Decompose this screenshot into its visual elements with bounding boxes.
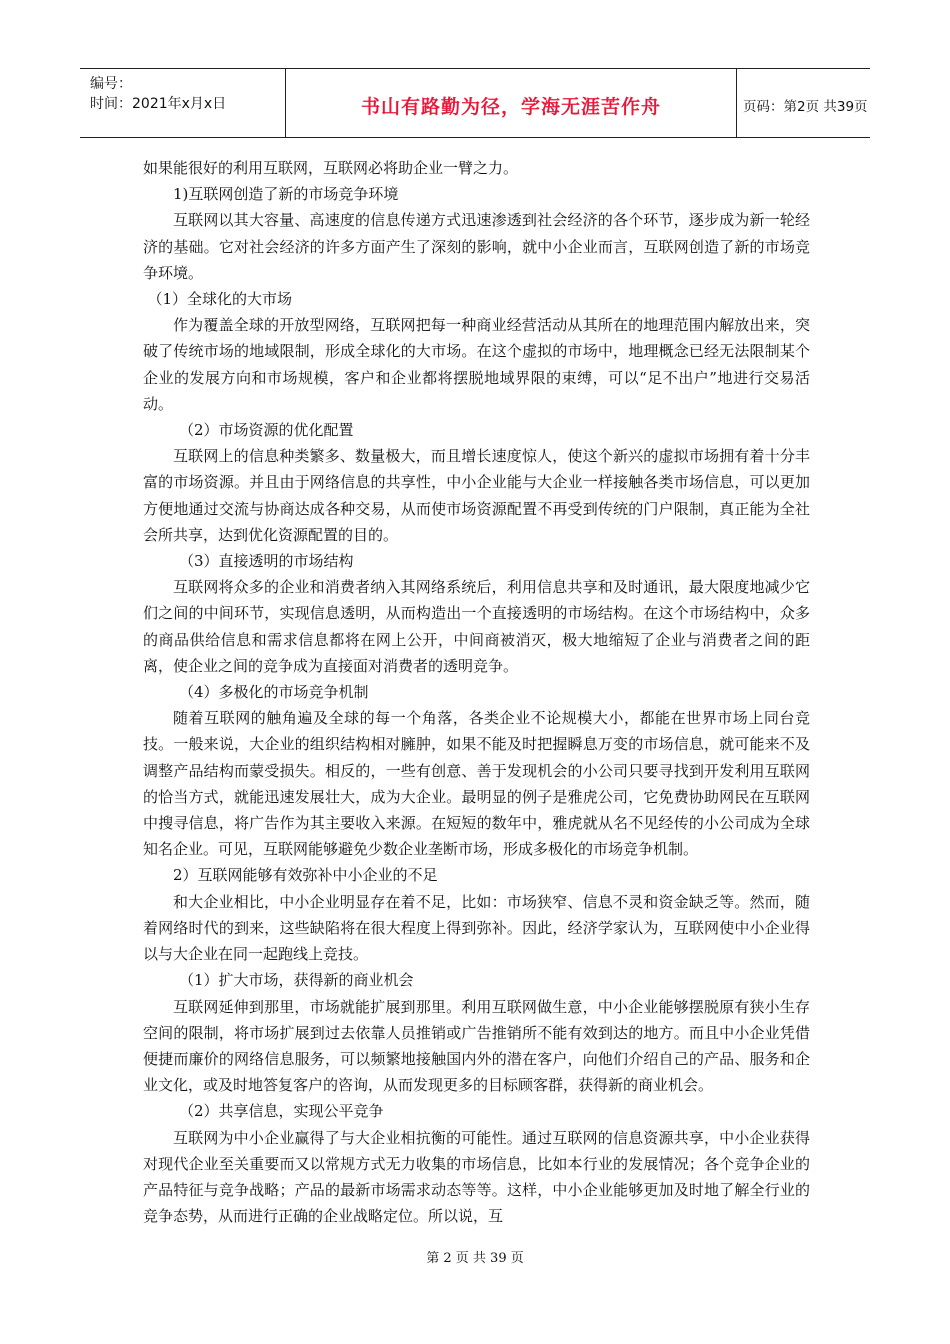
body-paragraph: 互联网延伸到那里，市场就能扩展到那里。利用互联网做生意，中小企业能够摆脱原有狭小生存空间的限制，将市场扩展到过去依靠人员推销或广告推销所不能有效到达的地方。而且中小企业凭借便捷而廉价的网络信息服务，可以频繁地接触国内外的潜在客户，向他们介绍自己的产品、服务和企业文化，或及时地答复客户的咨询，从而发现更多的目标顾客群，获得新的商业机会。 — [143, 997, 810, 1095]
header-motto-cell — [285, 69, 737, 137]
section-heading: 1)互联网创造了新的市场竞争环境 — [173, 185, 399, 204]
subsection-heading: （1）扩大市场，获得新的商业机会 — [179, 971, 414, 990]
section-heading: 2）互联网能够有效弥补中小企业的不足 — [173, 866, 438, 885]
body-paragraph: 互联网将众多的企业和消费者纳入其网络系统后，利用信息共享和及时通讯，最大限度地减少它们之间的中间环节，实现信息透明，从而构造出一个直接透明的市场结构。在这个市场结构中，众多的商品供给信息和需求信息都将在网上公开，中间商被消灭，极大地缩短了企业与消费者之间的距离，使企业之间的竞争成为直接面对消费者的透明竞争。 — [143, 578, 810, 675]
subsection-heading: （1）全球化的大市场 — [147, 290, 293, 309]
subsection-heading: （3）直接透明的市场结构 — [179, 552, 354, 571]
document-body — [143, 155, 810, 1229]
header-table — [80, 68, 870, 138]
body-paragraph: 和大企业相比，中小企业明显存在着不足，比如：市场狭窄、信息不灵和资金缺乏等。然而，随着网络时代的到来，这些缺陷将在很大程度上得到弥补。因此，经济学家认为，互联网使中小企业得以与大企业在同一起跑线上竞技。 — [143, 892, 810, 964]
body-paragraph: 互联网为中小企业赢得了与大企业相抗衡的可能性。通过互联网的信息资源共享，中小企业获得对现代企业至关重要而又以常规方式无力收集的市场信息，比如本行业的发展情况；各个竞争企业的产品特征与竞争战略；产品的最新市场需求动态等等。这样，中小企业能够更加及时地了解全行业的竞争态势，从而进行正确的企业战略定位。所以说，互 — [143, 1128, 810, 1226]
subsection-heading: （2）共享信息，实现公平竞争 — [179, 1102, 384, 1121]
subsection-heading: （4）多极化的市场竞争机制 — [179, 683, 369, 702]
body-paragraph: 互联网以其大容量、高速度的信息传递方式迅速渗透到社会经济的各个环节，逐步成为新一轮经济的基础。它对社会经济的许多方面产生了深刻的影响，就中小企业而言，互联网创造了新的市场竞争环境。 — [143, 211, 810, 282]
body-paragraph: 作为覆盖全球的开放型网络，互联网把每一种商业经营活动从其所在的地理范围内解放出来，突破了传统市场的地域限制，形成全球化的大市场。在这个虚拟的市场中，地理概念已经无法限制某个企业的发展方向和市场规模，客户和企业都将摆脱地域界限的束缚，可以“足不出户”地进行交易活动。 — [143, 316, 810, 413]
document-date-label: 时间：2021年x月x日 — [90, 96, 227, 112]
motto-text: 书山有路勤为径，学海无涯苦作舟 — [360, 96, 661, 118]
body-paragraph: 如果能很好的利用互联网，互联网必将助企业一臂之力。 — [143, 159, 519, 177]
body-paragraph: 互联网上的信息种类繁多、数量极大，而且增长速度惊人，使这个新兴的虚拟市场拥有着十分丰富的市场资源。并且由于网络信息的共享性，中小企业能与大企业一样接触各类市场信息，可以更加方便地通过交流与协商达成各种交易，从而使市场资源配置不再受到传统的门户限制，真正能为全社会所共享，达到优化资源配置的目的。 — [143, 447, 810, 544]
page-number-info: 页码：第2页 共39页 — [743, 99, 868, 115]
header-page-cell — [737, 69, 870, 137]
header-meta-cell — [80, 69, 285, 137]
body-paragraph: 随着互联网的触角遍及全球的每一个角落，各类企业不论规模大小，都能在世界市场上同台竞技。一般来说，大企业的组织结构相对臃肿，如果不能及时把握瞬息万变的市场信息，就可能来不及调整产品结构而蒙受损失。相反的，一些有创意、善于发现机会的小公司只要寻找到开发利用互联网的恰当方式，就能迅速发展壮大，成为大企业。最明显的例子是雅虎公司，它免费协助网民在互联网中搜寻信息，将广告作为其主要收入来源。在短短的数年中，雅虎就从名不见经传的小公司成为全球知名企业。可见，互联网能够避免少数企业垄断市场，形成多极化的市场竞争机制。 — [143, 709, 810, 859]
page-footer: 第 2 页 共 39 页 — [426, 1251, 524, 1266]
subsection-heading: （2）市场资源的优化配置 — [179, 421, 354, 440]
document-code-label: 编号： — [90, 76, 132, 92]
